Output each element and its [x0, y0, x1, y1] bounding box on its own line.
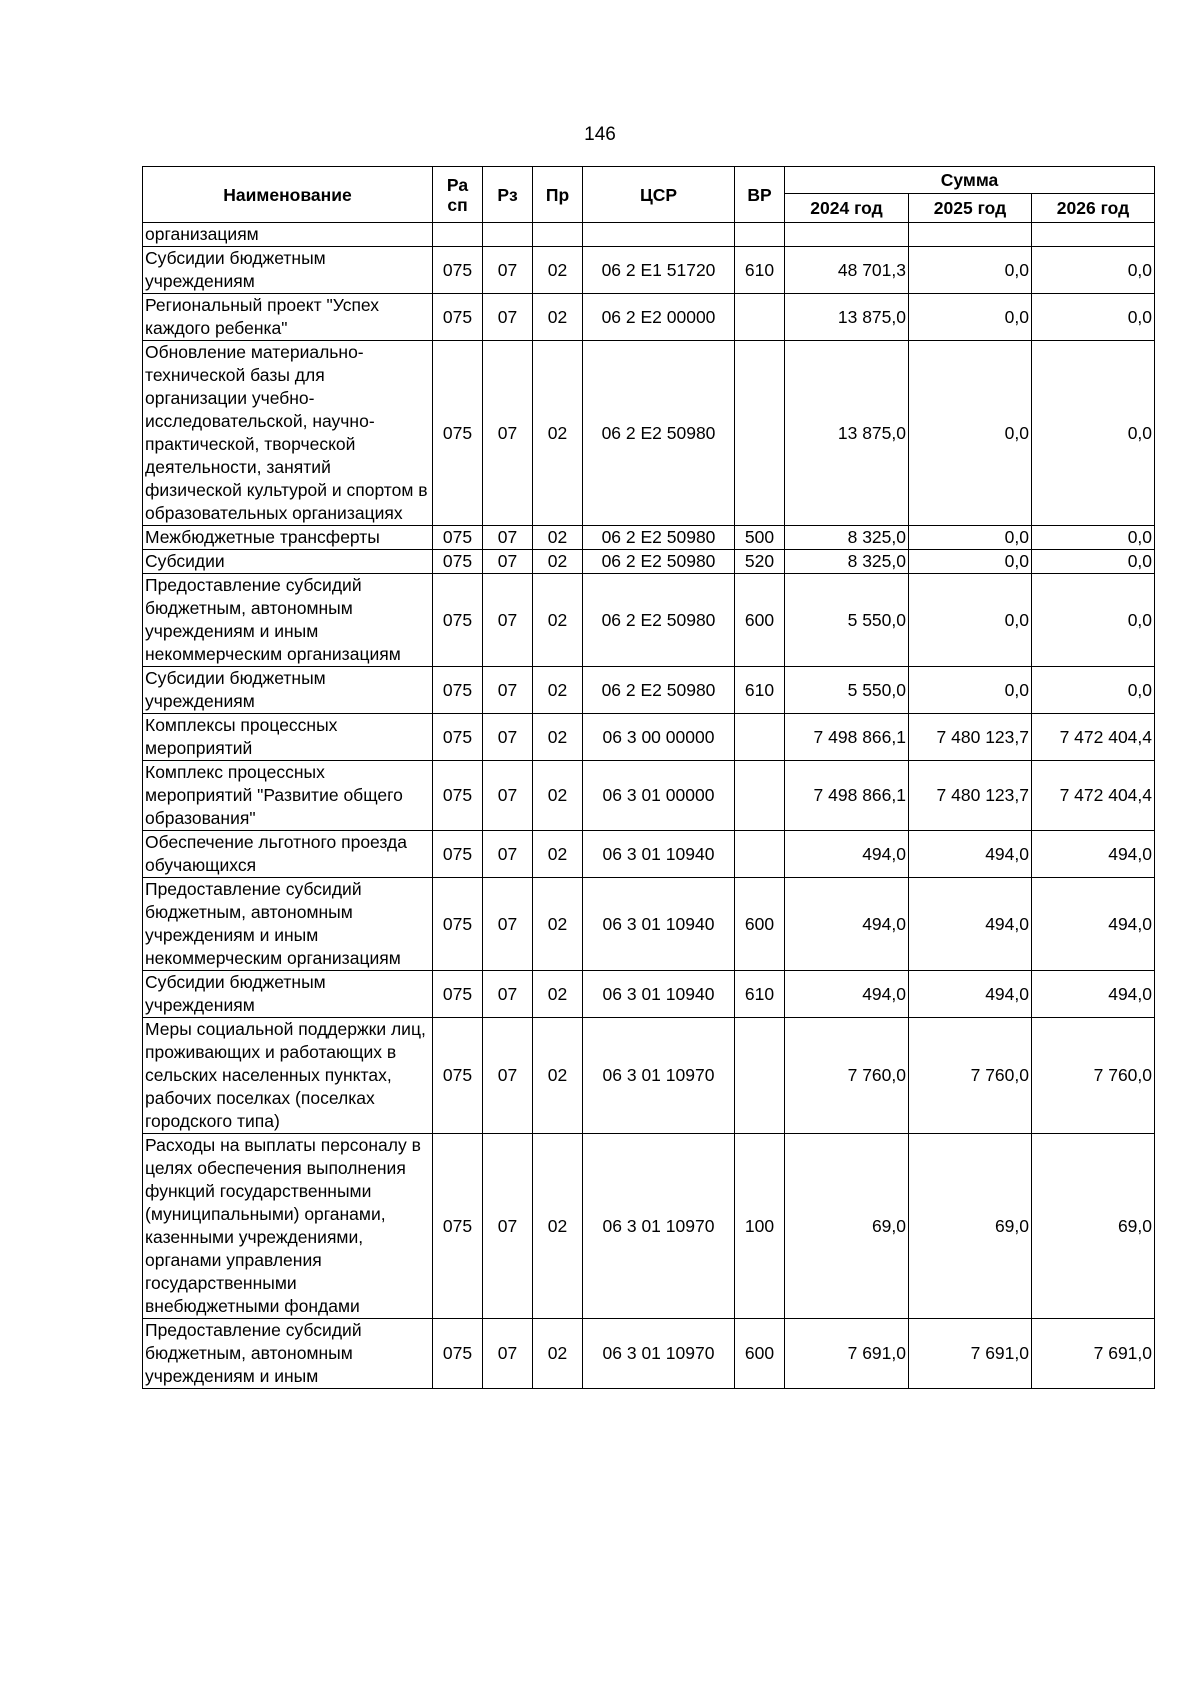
cell-name: Комплекс процессных мероприятий "Развитие общего образования" [143, 761, 433, 831]
header-pr: Пр [533, 167, 583, 223]
cell-vr: 610 [735, 247, 785, 294]
cell-vr: 600 [735, 1319, 785, 1389]
cell-pr: 02 [533, 878, 583, 971]
cell-name: Комплексы процессных мероприятий [143, 714, 433, 761]
cell-rz: 07 [483, 574, 533, 667]
cell-rz: 07 [483, 294, 533, 341]
cell-vr [735, 294, 785, 341]
cell-2025: 494,0 [909, 878, 1032, 971]
table-row [143, 1319, 1155, 1389]
cell-2025: 0,0 [909, 526, 1032, 550]
cell-vr [735, 1018, 785, 1134]
cell-pr: 02 [533, 714, 583, 761]
cell-2026: 0,0 [1032, 574, 1155, 667]
cell-2024: 7 760,0 [785, 1018, 909, 1134]
cell-rz: 07 [483, 341, 533, 526]
cell-2026: 494,0 [1032, 831, 1155, 878]
cell-2026 [1032, 223, 1155, 247]
cell-2025: 7 480 123,7 [909, 714, 1032, 761]
cell-csr [583, 223, 735, 247]
cell-pr: 02 [533, 971, 583, 1018]
cell-2026: 0,0 [1032, 294, 1155, 341]
cell-csr: 06 2 Е1 51720 [583, 247, 735, 294]
cell-2024: 7 498 866,1 [785, 714, 909, 761]
cell-2025: 7 480 123,7 [909, 761, 1032, 831]
cell-2024: 69,0 [785, 1134, 909, 1319]
cell-2026: 0,0 [1032, 550, 1155, 574]
cell-pr: 02 [533, 247, 583, 294]
cell-pr: 02 [533, 761, 583, 831]
table-row [143, 714, 1155, 761]
cell-vr: 600 [735, 878, 785, 971]
cell-vr [735, 223, 785, 247]
cell-name: Предоставление субсидий бюджетным, автономным учреждениям и иным [143, 1319, 433, 1389]
cell-pr: 02 [533, 1319, 583, 1389]
cell-vr: 600 [735, 574, 785, 667]
cell-rasp: 075 [433, 667, 483, 714]
cell-2024: 13 875,0 [785, 294, 909, 341]
page-number: 146 [584, 124, 616, 145]
table-row [143, 223, 1155, 247]
cell-name: организациям [143, 223, 433, 247]
table-row [143, 1134, 1155, 1319]
table-row [143, 247, 1155, 294]
cell-name: Субсидии бюджетным учреждениям [143, 971, 433, 1018]
table-row [143, 550, 1155, 574]
header-year-2026: 2026 год [1032, 194, 1155, 223]
cell-2025: 494,0 [909, 971, 1032, 1018]
cell-rasp: 075 [433, 1319, 483, 1389]
cell-csr: 06 2 Е2 50980 [583, 667, 735, 714]
cell-2024: 13 875,0 [785, 341, 909, 526]
cell-2026: 7 691,0 [1032, 1319, 1155, 1389]
cell-csr: 06 3 01 10970 [583, 1319, 735, 1389]
cell-2026: 7 472 404,4 [1032, 714, 1155, 761]
cell-name: Межбюджетные трансферты [143, 526, 433, 550]
table-row [143, 526, 1155, 550]
table-row [143, 667, 1155, 714]
cell-2026: 494,0 [1032, 971, 1155, 1018]
cell-rasp: 075 [433, 574, 483, 667]
cell-rasp: 075 [433, 526, 483, 550]
cell-2026: 69,0 [1032, 1134, 1155, 1319]
cell-2024: 494,0 [785, 878, 909, 971]
cell-2025 [909, 223, 1032, 247]
cell-vr [735, 761, 785, 831]
cell-2026: 0,0 [1032, 526, 1155, 550]
cell-2024: 8 325,0 [785, 550, 909, 574]
cell-2024 [785, 223, 909, 247]
cell-pr: 02 [533, 1134, 583, 1319]
cell-vr [735, 831, 785, 878]
cell-2026: 7 472 404,4 [1032, 761, 1155, 831]
cell-csr: 06 3 01 10970 [583, 1134, 735, 1319]
cell-rasp: 075 [433, 971, 483, 1018]
cell-vr [735, 341, 785, 526]
table-row [143, 341, 1155, 526]
cell-2026: 7 760,0 [1032, 1018, 1155, 1134]
cell-2024: 494,0 [785, 971, 909, 1018]
cell-rasp: 075 [433, 878, 483, 971]
cell-pr: 02 [533, 526, 583, 550]
cell-pr: 02 [533, 1018, 583, 1134]
cell-rz: 07 [483, 761, 533, 831]
cell-pr: 02 [533, 341, 583, 526]
cell-rasp: 075 [433, 831, 483, 878]
cell-pr: 02 [533, 574, 583, 667]
cell-name: Обеспечение льготного проезда обучающихся [143, 831, 433, 878]
cell-csr: 06 2 Е2 50980 [583, 526, 735, 550]
budget-table [142, 166, 1155, 1389]
cell-pr: 02 [533, 294, 583, 341]
cell-2025: 0,0 [909, 550, 1032, 574]
table-row [143, 1018, 1155, 1134]
cell-2026: 0,0 [1032, 667, 1155, 714]
header-vr: ВР [735, 167, 785, 223]
table-row [143, 971, 1155, 1018]
header-csr: ЦСР [583, 167, 735, 223]
cell-rz: 07 [483, 247, 533, 294]
cell-csr: 06 3 01 10970 [583, 1018, 735, 1134]
cell-csr: 06 3 00 00000 [583, 714, 735, 761]
header-year-2024: 2024 год [785, 194, 909, 223]
cell-csr: 06 2 Е2 50980 [583, 550, 735, 574]
cell-2025: 0,0 [909, 574, 1032, 667]
cell-csr: 06 3 01 10940 [583, 831, 735, 878]
cell-rz: 07 [483, 971, 533, 1018]
cell-csr: 06 3 01 00000 [583, 761, 735, 831]
cell-rasp: 075 [433, 341, 483, 526]
cell-vr: 610 [735, 667, 785, 714]
table-row [143, 878, 1155, 971]
table-body [143, 223, 1155, 1389]
cell-vr: 500 [735, 526, 785, 550]
header-rasp: Ра сп [433, 167, 483, 223]
cell-rz: 07 [483, 526, 533, 550]
cell-2026: 494,0 [1032, 878, 1155, 971]
cell-name: Региональный проект "Успех каждого ребенка" [143, 294, 433, 341]
cell-2025: 7 760,0 [909, 1018, 1032, 1134]
cell-name: Субсидии бюджетным учреждениям [143, 667, 433, 714]
cell-rasp: 075 [433, 550, 483, 574]
cell-2026: 0,0 [1032, 247, 1155, 294]
cell-name: Обновление материально-технической базы для организации учебно-исследовательской, научно-практической, творческой деятельности, занятий физической культурой и спортом в образовательных организациях [143, 341, 433, 526]
cell-csr: 06 3 01 10940 [583, 971, 735, 1018]
header-year-2025: 2025 год [909, 194, 1032, 223]
cell-rasp: 075 [433, 1134, 483, 1319]
cell-rz: 07 [483, 1319, 533, 1389]
cell-csr: 06 2 Е2 00000 [583, 294, 735, 341]
cell-name: Расходы на выплаты персоналу в целях обеспечения выполнения функций государственными (муниципальными) органами, казенными учреждениями, органами управления государственными внебюджетными фондами [143, 1134, 433, 1319]
cell-2024: 5 550,0 [785, 574, 909, 667]
cell-pr: 02 [533, 550, 583, 574]
cell-rasp [433, 223, 483, 247]
cell-vr: 610 [735, 971, 785, 1018]
cell-rz: 07 [483, 878, 533, 971]
cell-2025: 494,0 [909, 831, 1032, 878]
cell-rz: 07 [483, 714, 533, 761]
cell-name: Меры социальной поддержки лиц, проживающих и работающих в сельских населенных пунктах, рабочих поселках (поселках городского типа) [143, 1018, 433, 1134]
cell-pr: 02 [533, 667, 583, 714]
cell-2025: 0,0 [909, 294, 1032, 341]
cell-vr: 100 [735, 1134, 785, 1319]
table-row [143, 574, 1155, 667]
cell-csr: 06 2 Е2 50980 [583, 574, 735, 667]
cell-2024: 7 498 866,1 [785, 761, 909, 831]
cell-name: Предоставление субсидий бюджетным, автономным учреждениям и иным некоммерческим организациям [143, 574, 433, 667]
cell-name: Субсидии бюджетным учреждениям [143, 247, 433, 294]
cell-2025: 0,0 [909, 247, 1032, 294]
cell-2025: 0,0 [909, 667, 1032, 714]
cell-2024: 494,0 [785, 831, 909, 878]
cell-rasp: 075 [433, 1018, 483, 1134]
cell-name: Предоставление субсидий бюджетным, автономным учреждениям и иным некоммерческим организациям [143, 878, 433, 971]
cell-rasp: 075 [433, 247, 483, 294]
cell-2024: 8 325,0 [785, 526, 909, 550]
cell-pr: 02 [533, 831, 583, 878]
cell-rz: 07 [483, 667, 533, 714]
cell-rasp: 075 [433, 294, 483, 341]
header-name: Наименование [143, 167, 433, 223]
cell-rz: 07 [483, 1134, 533, 1319]
table-header [143, 167, 1155, 223]
cell-csr: 06 3 01 10940 [583, 878, 735, 971]
cell-csr: 06 2 Е2 50980 [583, 341, 735, 526]
cell-2026: 0,0 [1032, 341, 1155, 526]
cell-rz: 07 [483, 831, 533, 878]
cell-vr: 520 [735, 550, 785, 574]
cell-rasp: 075 [433, 714, 483, 761]
cell-name: Субсидии [143, 550, 433, 574]
cell-rasp: 075 [433, 761, 483, 831]
cell-2025: 0,0 [909, 341, 1032, 526]
table-row [143, 294, 1155, 341]
cell-2024: 5 550,0 [785, 667, 909, 714]
cell-2025: 69,0 [909, 1134, 1032, 1319]
header-rz: Рз [483, 167, 533, 223]
cell-rz: 07 [483, 1018, 533, 1134]
cell-rz: 07 [483, 550, 533, 574]
header-sum: Сумма [785, 167, 1155, 194]
cell-vr [735, 714, 785, 761]
table-row [143, 831, 1155, 878]
cell-2025: 7 691,0 [909, 1319, 1032, 1389]
cell-2024: 7 691,0 [785, 1319, 909, 1389]
cell-pr [533, 223, 583, 247]
table-row [143, 761, 1155, 831]
cell-2024: 48 701,3 [785, 247, 909, 294]
cell-rz [483, 223, 533, 247]
